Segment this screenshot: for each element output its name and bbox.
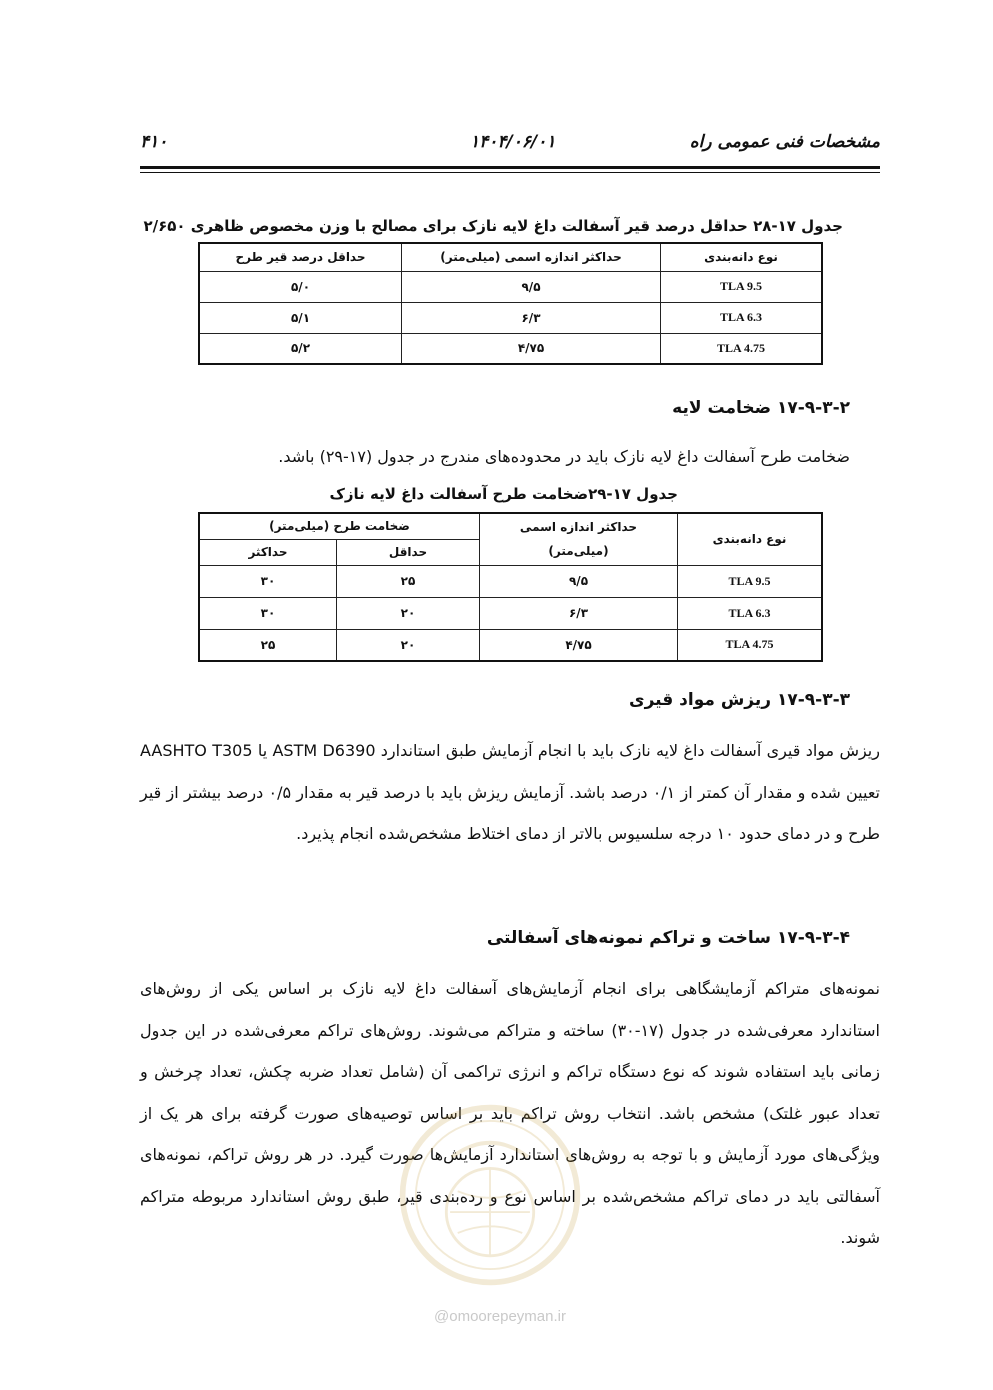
- table28-cell: TLA 6.3: [661, 302, 823, 333]
- table28: [198, 242, 823, 365]
- table29-cell: ۲۰: [337, 597, 480, 629]
- table28-cell: ۶/۳: [402, 302, 661, 333]
- table28-header-row: [199, 243, 822, 271]
- table-row: [199, 597, 822, 629]
- table29-cell: TLA 4.75: [678, 629, 823, 661]
- table29-cell: ۲۰: [337, 629, 480, 661]
- watermark-text: @omoorepeyman.ir: [434, 1308, 566, 1325]
- table29-cell: ۳۰: [199, 565, 337, 597]
- table29-caption: جدول ۱۷-۲۹ضخامت طرح آسفالت داغ لایه نازک: [329, 485, 678, 503]
- watermark-seal-icon: [395, 1100, 585, 1290]
- table29-cell: ۴/۷۵: [480, 629, 678, 661]
- table28-cell: ۵/۰: [199, 271, 402, 302]
- table29-header-min: حداقل: [337, 539, 480, 565]
- table29-cell: ۲۵: [337, 565, 480, 597]
- table29-header-gradation: نوع دانه‌بندی: [678, 513, 823, 565]
- table28-cell: TLA 9.5: [661, 271, 823, 302]
- section-heading-compaction: ۱۷-۹-۳-۴ ساخت و تراکم نمونه‌های آسفالتی: [486, 928, 850, 948]
- table-row: [199, 333, 822, 364]
- table-row: [199, 302, 822, 333]
- table29-header-size: [480, 513, 678, 565]
- table28-cell: ۴/۷۵: [402, 333, 661, 364]
- table-row: [199, 271, 822, 302]
- table29-header-max: حداکثر: [199, 539, 337, 565]
- table-row: [199, 565, 822, 597]
- table-row: [199, 629, 822, 661]
- section-text-compaction: نمونه‌های متراکم آزمایشگاهی برای انجام آزمایش‌های آسفالت داغ لایه نازک بر اساس یکی از روش‌های استاندارد معرفی‌شده در جدول (۱۷-۳۰) ساخته و متراکم می‌شوند. روش‌های تراکم معرفی‌شده در این جدول زمانی باید استفاده شوند که نوع دستگاه تراکم و انرژی تراکمی آن (شامل تعداد ضربه چکش، تعداد چرخش و تعداد عبور غلتک) مشخص باشد. انتخاب روش تراکم باید بر اساس توصیه‌های صورت گرفته برای هر یک از ویژگی‌های مورد آزمایش و با توجه به روش‌های استاندارد آزمایش‌ها صورت گیرد. در هر روش تراکم، نمونه‌های آسفالتی باید در دمای تراکم مشخص‌شده بر اساس نوع و رده‌بندی قیر، طبق روش استاندارد مربوطه متراکم شوند.: [140, 979, 880, 1247]
- header-rule-thick: [140, 166, 880, 169]
- table28-cell: ۵/۱: [199, 302, 402, 333]
- table29-cell: ۹/۵: [480, 565, 678, 597]
- header-rule-thin: [140, 172, 880, 173]
- section-text-thickness: ضخامت طرح آسفالت داغ لایه نازک باید در محدوده‌های مندرج در جدول (۱۷-۲۹) باشد.: [278, 447, 850, 466]
- table29-header-size-line1: حداکثر اندازه اسمی: [519, 520, 638, 535]
- table28-caption: جدول ۱۷-۲۸ حداقل درصد قیر آسفالت داغ لایه نازک برای مصالح با وزن مخصوص ظاهری ۲/۶۵۰: [143, 217, 843, 235]
- table28-header-binder: حداقل درصد قیر طرح: [199, 243, 402, 271]
- table28-cell: ۵/۲: [199, 333, 402, 364]
- table28-cell: TLA 4.75: [661, 333, 823, 364]
- table29-cell: ۶/۳: [480, 597, 678, 629]
- table29-cell: TLA 9.5: [678, 565, 823, 597]
- page-header: [140, 128, 880, 162]
- section-heading-drain: ۱۷-۹-۳-۳ ریزش مواد قیری: [629, 690, 850, 710]
- table29-cell: ۳۰: [199, 597, 337, 629]
- header-date: ۱۴۰۴/۰۶/۰۱: [470, 132, 556, 152]
- table29-cell: TLA 6.3: [678, 597, 823, 629]
- table29-header-size-line2: (میلی‌متر): [548, 544, 609, 559]
- section-text-drain: ریزش مواد قیری آسفالت داغ لایه نازک باید با انجام آزمایش طبق استاندارد ASTM D6390 یا AASHTO T305 تعیین شده و مقدار آن کمتر از ۰/۱ درصد باشد. آزمایش ریزش باید با درصد قیر به مقدار ۰/۵ درصد بیشتر از قیر طرح و در دمای حدود ۱۰ درجه سلسیوس بالاتر از دمای اختلاط مشخص‌شده انجام پذیرد.: [140, 741, 880, 843]
- table29-header-row-1: [199, 513, 822, 539]
- table28-header-size: حداکثر اندازه اسمی (میلی‌متر): [402, 243, 661, 271]
- table29-cell: ۲۵: [199, 629, 337, 661]
- table28-cell: ۹/۵: [402, 271, 661, 302]
- page-number: ۴۱۰: [140, 132, 168, 152]
- table29: [198, 512, 823, 662]
- table29-header-thickness: ضخامت طرح (میلی‌متر): [199, 513, 480, 539]
- section-heading-thickness: ۱۷-۹-۳-۲ ضخامت لایه: [672, 398, 850, 418]
- header-title: مشخصات فنی عمومی راه: [689, 132, 880, 152]
- table28-header-gradation: نوع دانه‌بندی: [661, 243, 823, 271]
